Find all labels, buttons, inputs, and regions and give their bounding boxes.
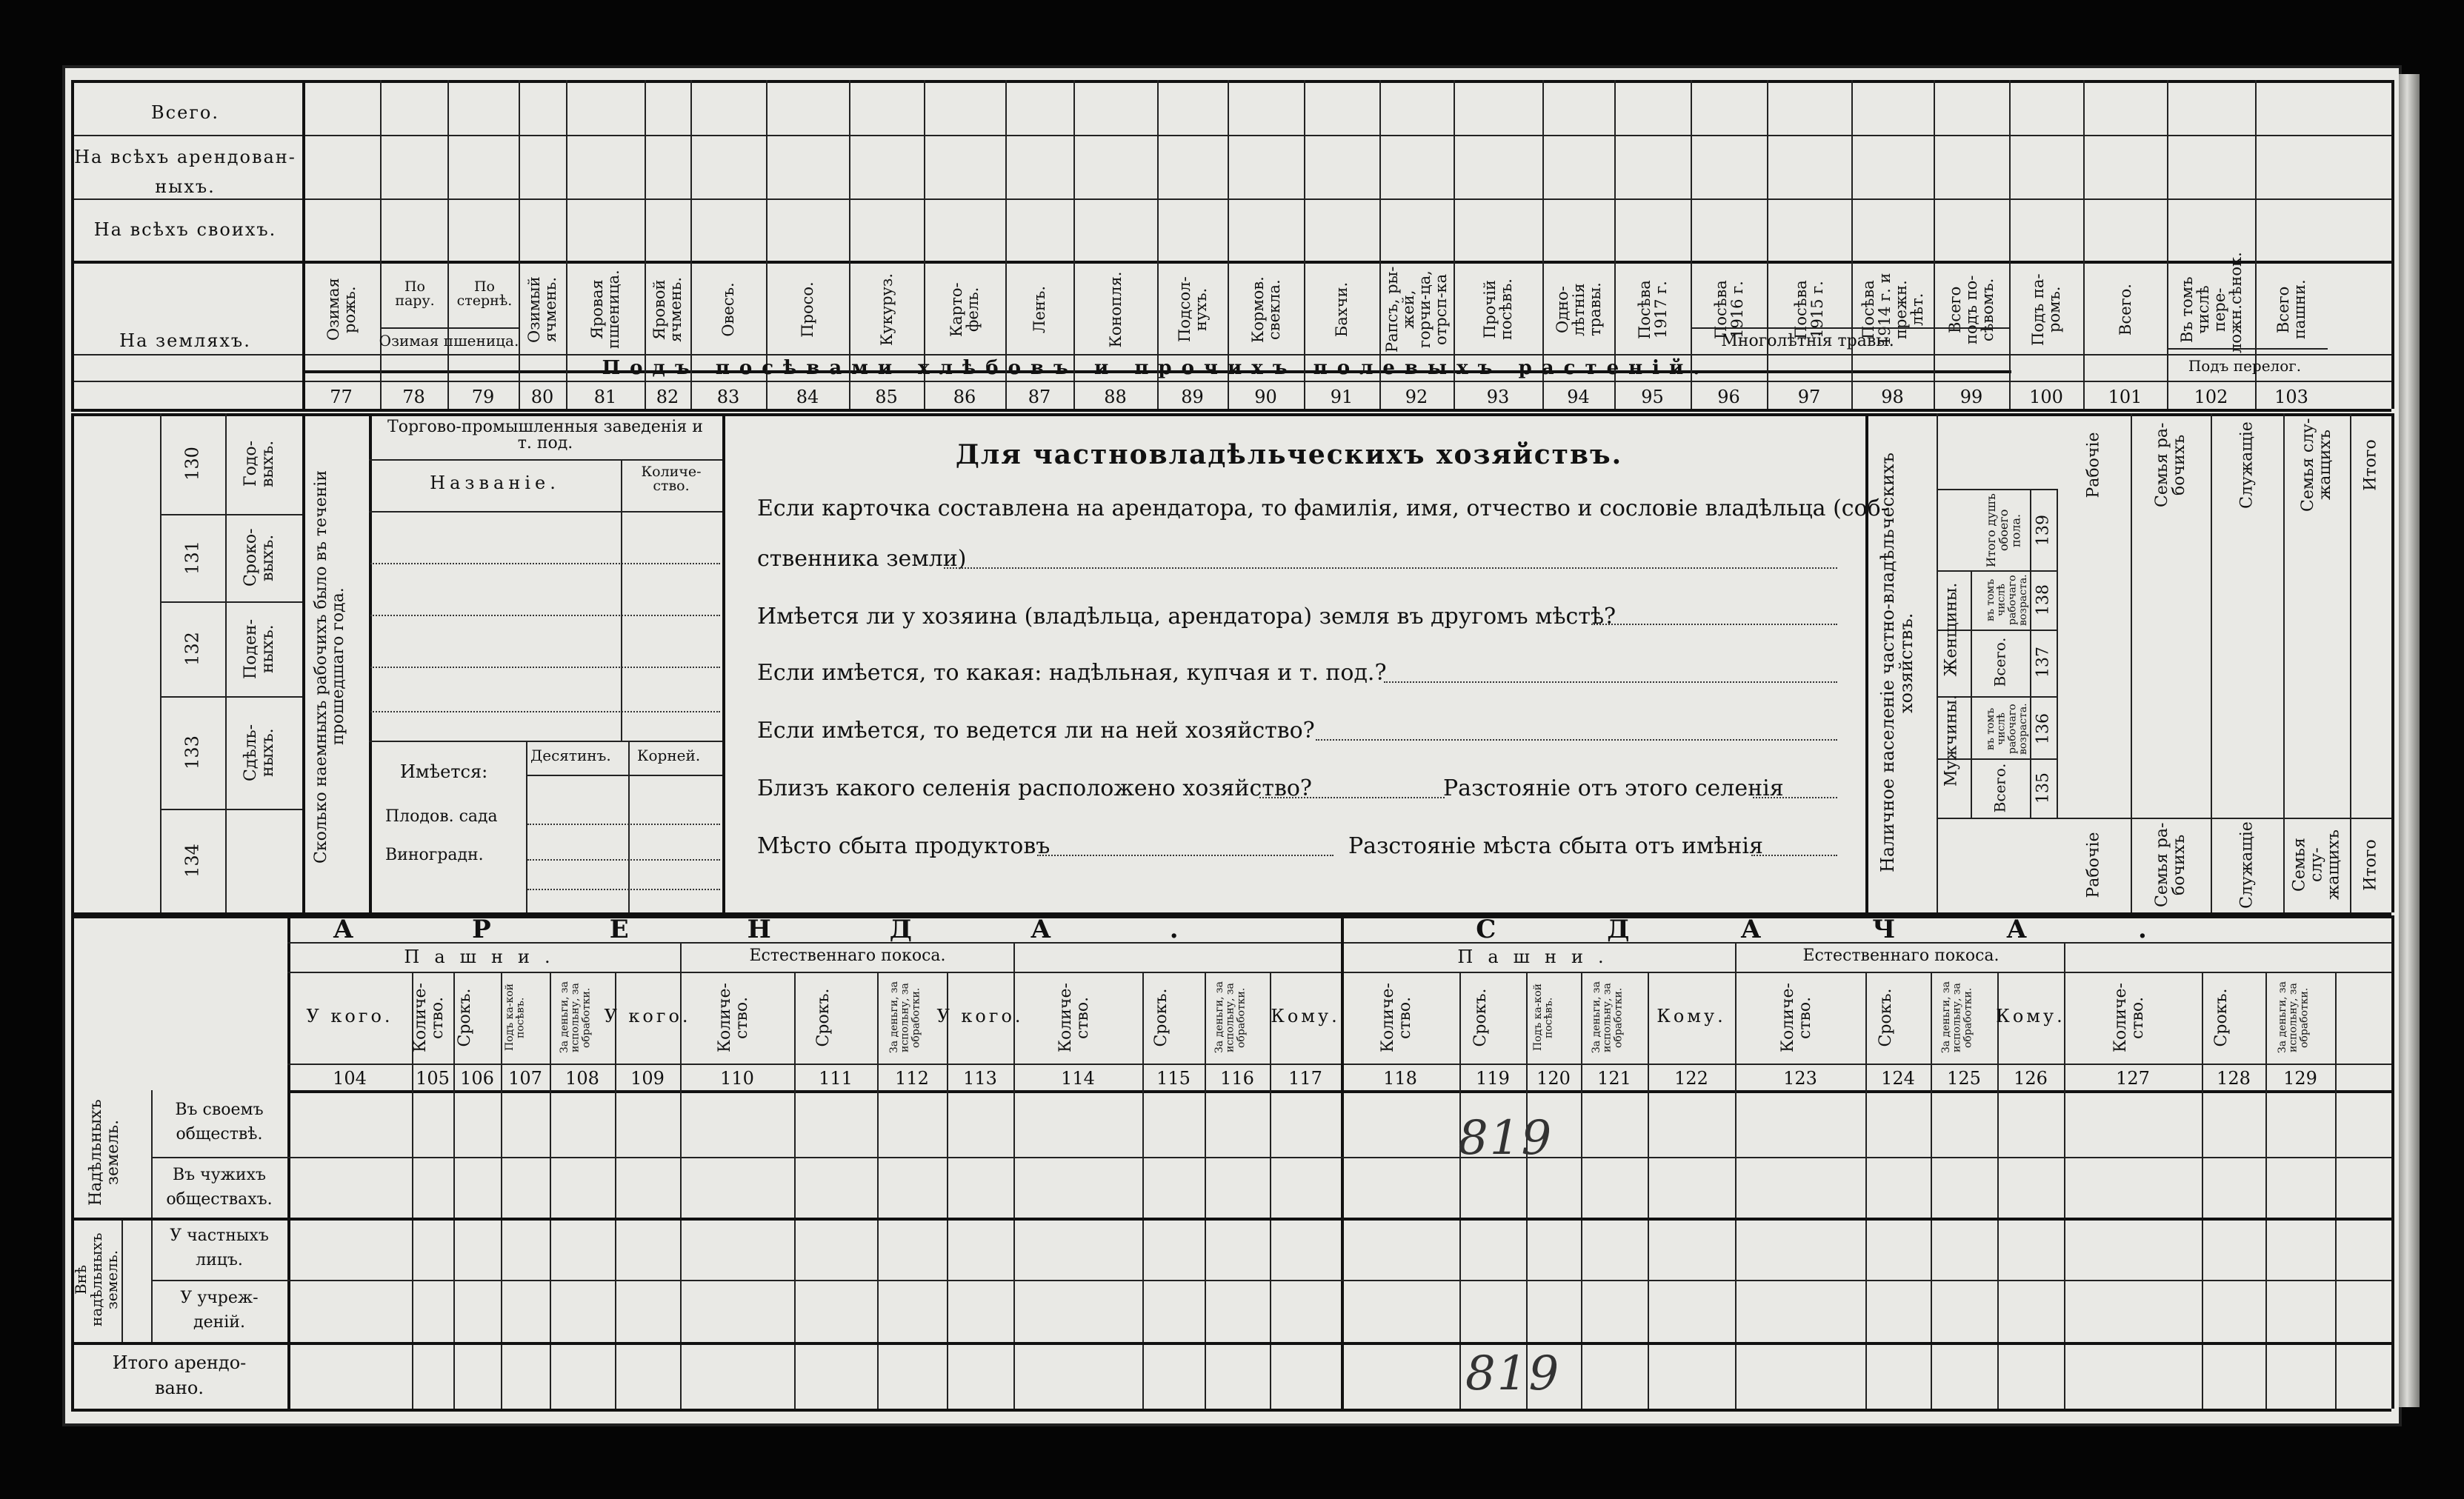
- rule: [71, 413, 2391, 416]
- row-label: Въ чужихъ обществахъ.: [166, 1166, 273, 1209]
- column-number: 102: [2194, 387, 2228, 407]
- dotted-line: [1753, 797, 1837, 798]
- column-header: Бахчи.: [1332, 281, 1351, 338]
- rule: [225, 413, 227, 912]
- column-header: Карто-фель.: [947, 282, 982, 337]
- rule: [2391, 80, 2394, 409]
- column-header: Рабочiе: [2084, 432, 2103, 498]
- rule: [71, 354, 2391, 355]
- question: ственника земли): [757, 546, 967, 572]
- rule: [160, 601, 302, 603]
- column-header: Поден-ныхъ.: [241, 618, 277, 679]
- rule: [680, 942, 682, 1064]
- dotted-line: [944, 567, 1837, 569]
- rule: [2057, 489, 2058, 818]
- rule: [369, 459, 722, 461]
- rule: [2391, 915, 2394, 1409]
- column-header: Итого душъ обоего пола.: [1984, 493, 2023, 567]
- row-label: У учреж-денiй.: [180, 1289, 259, 1332]
- section-banner: АРЕНДА.: [333, 915, 1297, 944]
- vertical-note: Сколько наемныхъ рабочихъ было въ теченiи прошедшаго года.: [312, 470, 348, 864]
- column-number: 105: [416, 1068, 450, 1089]
- column-header: Кормов. свекла.: [1248, 276, 1283, 343]
- column-header: За деньги, за испольну, за обработки.: [2277, 981, 2311, 1054]
- row-label: На всѣхъ своихъ.: [93, 219, 277, 240]
- column-number: 86: [953, 387, 976, 407]
- column-number: 108: [565, 1068, 599, 1089]
- question: Если имѣется, то ведется ли на ней хозяйство?: [757, 718, 1315, 744]
- column-number: 80: [530, 387, 554, 407]
- banner: Подъ посѣвами хлѣбовъ и прочихъ полевыхъ растенiй.: [602, 357, 1710, 379]
- column-header: Озимый ячмень.: [525, 276, 559, 343]
- row-group-label: Надѣльныхъ земель.: [87, 1099, 123, 1206]
- rule: [71, 381, 2391, 382]
- group-label: Подъ перелог.: [2188, 357, 2302, 375]
- column-number: 133: [182, 735, 203, 769]
- column-header: Срокъ.: [456, 988, 474, 1047]
- rule: [1937, 489, 1938, 818]
- rule: [151, 1090, 153, 1342]
- rule: [71, 80, 2391, 83]
- dotted-line: [527, 889, 720, 890]
- column-header: Итого: [2361, 839, 2380, 891]
- rule: [621, 459, 622, 741]
- column-header: Всего.: [1991, 637, 2009, 687]
- column-header: Итого: [2361, 439, 2380, 491]
- column-header: За деньги, за испольну, за обработки.: [1213, 981, 1248, 1054]
- column-header: Кукуруз.: [877, 273, 896, 347]
- column-number: 100: [2029, 387, 2063, 407]
- rule: [1341, 915, 1344, 1409]
- rule: [71, 1409, 2391, 1412]
- column-header: въ томъ числѣ рабочаго возраста.: [1985, 703, 2030, 755]
- column-number: 121: [1597, 1068, 1631, 1089]
- section-title: Торгово-промышленныя заведенiя и т. под.: [387, 418, 703, 453]
- row-label: У частныхъ лицъ.: [170, 1226, 269, 1269]
- column-header: По пару.: [395, 278, 435, 309]
- column-header: Служащiе: [2237, 821, 2257, 909]
- column-header: Всего пашни.: [2274, 279, 2308, 340]
- column-number: 106: [460, 1068, 494, 1089]
- dotted-line: [527, 824, 720, 825]
- column-header: За деньги, за испольну, за обработки.: [1591, 981, 1625, 1054]
- rule: [380, 80, 382, 409]
- rule: [1937, 489, 2057, 490]
- rule: [71, 413, 74, 912]
- column-number: 77: [330, 387, 353, 407]
- column-header: Посѣва 1917 г.: [1635, 280, 1670, 339]
- question: Мѣсто сбыта продуктовъ: [757, 833, 1050, 859]
- column-header: Семья слу-жащихъ: [2290, 829, 2343, 901]
- column-number: 114: [1061, 1068, 1095, 1089]
- column-header: Количе-ство.: [641, 464, 702, 494]
- column-number: 117: [1288, 1068, 1322, 1089]
- column-number: 132: [182, 632, 203, 666]
- column-header: Срокъ.: [1471, 988, 1490, 1047]
- column-header: Срокъ.: [2212, 988, 2231, 1047]
- rule: [1865, 413, 1868, 912]
- column-number: 78: [402, 387, 425, 407]
- row-label: На земляхъ.: [119, 330, 251, 351]
- column-header: Корней.: [637, 747, 701, 764]
- column-header: Количе-ство.: [2111, 983, 2148, 1052]
- column-number: 81: [593, 387, 617, 407]
- rule: [2083, 80, 2085, 409]
- column-header: Количе-ство.: [411, 983, 447, 1052]
- rule: [526, 775, 722, 776]
- question: Разстоянiе мѣста сбыта отъ имѣнiя: [1348, 833, 1763, 859]
- rule: [71, 135, 2391, 136]
- column-number: 138: [2034, 584, 2053, 615]
- rule: [1934, 80, 1935, 409]
- rule: [1937, 818, 2057, 819]
- column-number: 127: [2116, 1068, 2150, 1089]
- column-header: Кому.: [1656, 1006, 1726, 1026]
- rule: [369, 511, 722, 513]
- rule: [287, 1090, 2391, 1093]
- column-header: Подъ ка-кой посѣвъ.: [1532, 984, 1555, 1052]
- column-header: Количе-ство.: [1779, 983, 1815, 1052]
- row-label: ныхъ.: [155, 176, 216, 197]
- column-header: Въ томъ числѣ пере-ложн.сѣнок.: [2177, 252, 2245, 353]
- rule: [1767, 80, 1768, 409]
- column-number: 116: [1220, 1068, 1254, 1089]
- column-header: Овесъ.: [719, 282, 737, 337]
- rule: [151, 1157, 2391, 1158]
- rule: [369, 741, 722, 742]
- column-header: Семья слу-жащихъ: [2298, 418, 2334, 513]
- column-number: 130: [182, 447, 203, 481]
- rule: [2350, 413, 2351, 912]
- question: Если карточка составлена на арендатора, то фамилiя, имя, отчество и сословiе владѣльца (соб-: [757, 495, 1888, 521]
- question: Разстоянiе отъ этого селенiя: [1443, 775, 1784, 801]
- column-header: Всего.: [1991, 763, 2009, 813]
- column-header: Семья ра-бочихъ: [2152, 822, 2188, 908]
- column-number: 85: [875, 387, 898, 407]
- column-number: 107: [508, 1068, 542, 1089]
- column-number: 125: [1947, 1068, 1981, 1089]
- section-banner: СДАЧА.: [1476, 915, 2258, 944]
- column-header: Срокъ.: [1152, 988, 1171, 1047]
- rule: [2131, 413, 2132, 912]
- rule: [71, 80, 74, 409]
- column-number: 84: [796, 387, 819, 407]
- column-number: 134: [182, 844, 203, 878]
- column-header: Количе-ство.: [716, 983, 752, 1052]
- rule: [71, 1342, 2391, 1345]
- column-header: У кого.: [306, 1006, 393, 1026]
- dotted-line: [1384, 681, 1837, 683]
- column-number: 122: [1674, 1068, 1708, 1089]
- column-number: 120: [1536, 1068, 1571, 1089]
- column-header: Сроко-выхъ.: [241, 528, 277, 587]
- column-number: 137: [2034, 647, 2053, 678]
- rule: [2283, 413, 2285, 912]
- column-header: Десятинъ.: [530, 747, 611, 764]
- column-number: 93: [1486, 387, 1510, 407]
- column-number: 90: [1254, 387, 1277, 407]
- rule: [1691, 327, 2009, 329]
- rule: [2057, 818, 2391, 819]
- column-number: 91: [1330, 387, 1353, 407]
- column-header: Рабочiе: [2084, 832, 2103, 898]
- handwritten-number: 819: [1458, 1111, 1554, 1166]
- column-header: Всего.: [2116, 284, 2134, 335]
- column-header: У кого.: [604, 1006, 691, 1026]
- column-header: Просо.: [798, 281, 816, 338]
- group-label: Многолѣтнiя травы.: [1721, 332, 1894, 350]
- rule: [287, 972, 2391, 973]
- section-title: Для частновладѣльческихъ хозяйствъ.: [955, 439, 1623, 470]
- row-group-label: Внѣ надѣльныхъ земель.: [72, 1232, 121, 1327]
- column-number: 79: [471, 387, 495, 407]
- rule: [447, 80, 449, 409]
- dotted-line: [1591, 624, 1837, 625]
- rule: [71, 409, 2391, 412]
- dotted-line: [1316, 739, 1837, 741]
- rule: [160, 514, 302, 515]
- column-number: 87: [1028, 387, 1051, 407]
- group-label: Озимая пшеница.: [379, 332, 519, 350]
- column-header: Яровая пшеница.: [587, 270, 622, 350]
- group-label: Пашни.: [404, 947, 565, 967]
- rule: [287, 915, 290, 1409]
- dotted-line: [370, 615, 720, 616]
- dotted-line: [1259, 797, 1445, 798]
- column-header: Прочiй посѣвъ.: [1480, 278, 1515, 341]
- column-header: Конопля.: [1106, 271, 1125, 348]
- column-header: Срокъ.: [1877, 988, 1895, 1047]
- column-number: 103: [2274, 387, 2308, 407]
- column-number: 96: [1717, 387, 1740, 407]
- dotted-line: [1037, 855, 1333, 856]
- column-number: 115: [1156, 1068, 1191, 1089]
- rule: [302, 80, 305, 409]
- row-label: На всѣхъ арендован-: [74, 147, 296, 167]
- column-header: Семья ра-бочихъ: [2152, 422, 2188, 508]
- rule: [380, 327, 519, 329]
- row-label: Всего.: [151, 102, 219, 123]
- column-header: Служащiе: [2237, 421, 2257, 509]
- column-header: Кому.: [1271, 1006, 1340, 1026]
- rule: [519, 80, 520, 409]
- column-number: 112: [895, 1068, 929, 1089]
- rule: [526, 741, 527, 912]
- rule: [2030, 489, 2031, 818]
- column-header: Годо-выхъ.: [241, 440, 277, 487]
- column-header: За деньги, за испольну, за обработки.: [1940, 981, 1974, 1054]
- label: Виноградн.: [385, 846, 484, 864]
- column-number: 118: [1383, 1068, 1417, 1089]
- column-number: 139: [2034, 515, 2053, 546]
- column-number: 89: [1181, 387, 1204, 407]
- column-number: 95: [1641, 387, 1664, 407]
- column-number: 109: [630, 1068, 665, 1089]
- row-label: Въ своемъ обществѣ.: [175, 1101, 264, 1144]
- column-header: Подсол-нухъ.: [1175, 276, 1210, 343]
- column-header: Названiе.: [430, 473, 560, 493]
- column-header: Количе-ство.: [1056, 983, 1093, 1052]
- rule: [1971, 570, 1972, 818]
- column-header: За деньги, за испольну, за обработки.: [559, 981, 593, 1054]
- question: Имѣется ли у хозяина (владѣльца, арендатора) земля въ другомъ мѣстѣ?: [757, 604, 1616, 630]
- rule: [160, 413, 162, 912]
- rule: [71, 261, 2391, 264]
- label: Плодов. сада: [385, 807, 498, 826]
- column-number: 129: [2283, 1068, 2317, 1089]
- question: Если имѣется, то какая: надѣльная, купчая и т. под.?: [757, 660, 1387, 686]
- column-number: 83: [716, 387, 740, 407]
- column-header: Всего подъ по-сѣвомъ.: [1945, 275, 1997, 344]
- rule: [2211, 413, 2212, 912]
- rule: [722, 413, 725, 912]
- row-label: Итого арендо-вано.: [112, 1352, 247, 1398]
- column-header: За деньги, за испольну, за обработки.: [888, 981, 922, 1054]
- column-header: У кого.: [936, 1006, 1024, 1026]
- column-header: Рапсъ, ры-жей, горчи-ца, отрсп-ка: [1382, 266, 1451, 353]
- column-header: Подъ па-ромъ.: [2028, 273, 2063, 346]
- column-number: 135: [2034, 772, 2053, 804]
- rule: [160, 809, 302, 810]
- dotted-line: [1751, 855, 1837, 856]
- column-header: Женщины.: [1942, 582, 1961, 677]
- column-header: Кому.: [1996, 1006, 2065, 1026]
- column-number: 97: [1797, 387, 1821, 407]
- rule: [369, 413, 372, 912]
- rule: [1013, 942, 1015, 1064]
- column-header: въ томъ числѣ рабочаго возраста.: [1985, 574, 2030, 626]
- rule: [71, 1218, 2391, 1221]
- group-label: Естественнаго покоса.: [749, 947, 946, 965]
- column-number: 136: [2034, 713, 2053, 744]
- rule: [2009, 80, 2011, 409]
- question: Близъ какого селенiя расположено хозяйство?: [757, 775, 1312, 801]
- group-label: Пашни.: [1457, 947, 1619, 967]
- column-header: Посѣва 1916 г.: [1711, 280, 1746, 339]
- rule: [628, 741, 630, 912]
- column-header: Подъ ка-кой посѣвъ.: [504, 984, 527, 1052]
- dotted-line: [527, 859, 720, 861]
- column-number: 131: [182, 541, 203, 575]
- rule: [71, 198, 2391, 200]
- column-number: 126: [2014, 1068, 2048, 1089]
- column-number: 128: [2217, 1068, 2251, 1089]
- column-header: Мужчины.: [1942, 694, 1961, 787]
- column-header: Озимая рожь.: [324, 278, 359, 341]
- column-header: Посѣва 1915 г.: [1791, 280, 1826, 339]
- rule: [287, 1064, 2391, 1065]
- column-header: По стернѣ.: [456, 278, 513, 309]
- column-number: 124: [1881, 1068, 1915, 1089]
- rule: [2167, 80, 2168, 409]
- rule: [160, 696, 302, 698]
- column-number: 92: [1405, 387, 1428, 407]
- column-header: Ленъ.: [1030, 286, 1048, 333]
- rule: [1851, 80, 1853, 409]
- column-number: 82: [656, 387, 679, 407]
- column-header: Количе-ство.: [1379, 983, 1415, 1052]
- dotted-line: [370, 563, 720, 564]
- rule: [151, 1280, 2391, 1281]
- rule: [2167, 348, 2328, 350]
- rule: [302, 413, 305, 912]
- dotted-line: [370, 667, 720, 668]
- column-header: Яровой ячмень.: [650, 277, 685, 342]
- column-header: Одно-лѣтнiя травы.: [1553, 282, 1604, 337]
- column-number: 98: [1881, 387, 1904, 407]
- column-number: 111: [819, 1068, 853, 1089]
- rule: [2064, 942, 2065, 1064]
- column-number: 113: [963, 1068, 997, 1089]
- column-header: Сдѣль-ныхъ.: [241, 724, 277, 781]
- column-number: 104: [333, 1068, 367, 1089]
- column-number: 119: [1476, 1068, 1510, 1089]
- column-header: Посѣва 1914 г. и прежн. лѣт.: [1859, 273, 1926, 347]
- rule: [1735, 942, 1737, 1064]
- column-number: 94: [1567, 387, 1590, 407]
- label: Имѣется:: [400, 761, 488, 782]
- dotted-line: [370, 711, 720, 712]
- vertical-title: Наличное населенiе частно-владѣльческихъ хозяйствъ.: [1877, 453, 1917, 873]
- column-header: Срокъ.: [814, 988, 833, 1047]
- column-number: 101: [2108, 387, 2142, 407]
- rule: [566, 80, 567, 409]
- column-number: 88: [1104, 387, 1127, 407]
- rule: [2391, 413, 2394, 912]
- group-label: Естественнаго покоса.: [1802, 947, 1999, 965]
- column-number: 110: [720, 1068, 754, 1089]
- column-number: 99: [1959, 387, 1983, 407]
- handwritten-number: 819: [1465, 1346, 1561, 1401]
- column-number: 123: [1783, 1068, 1817, 1089]
